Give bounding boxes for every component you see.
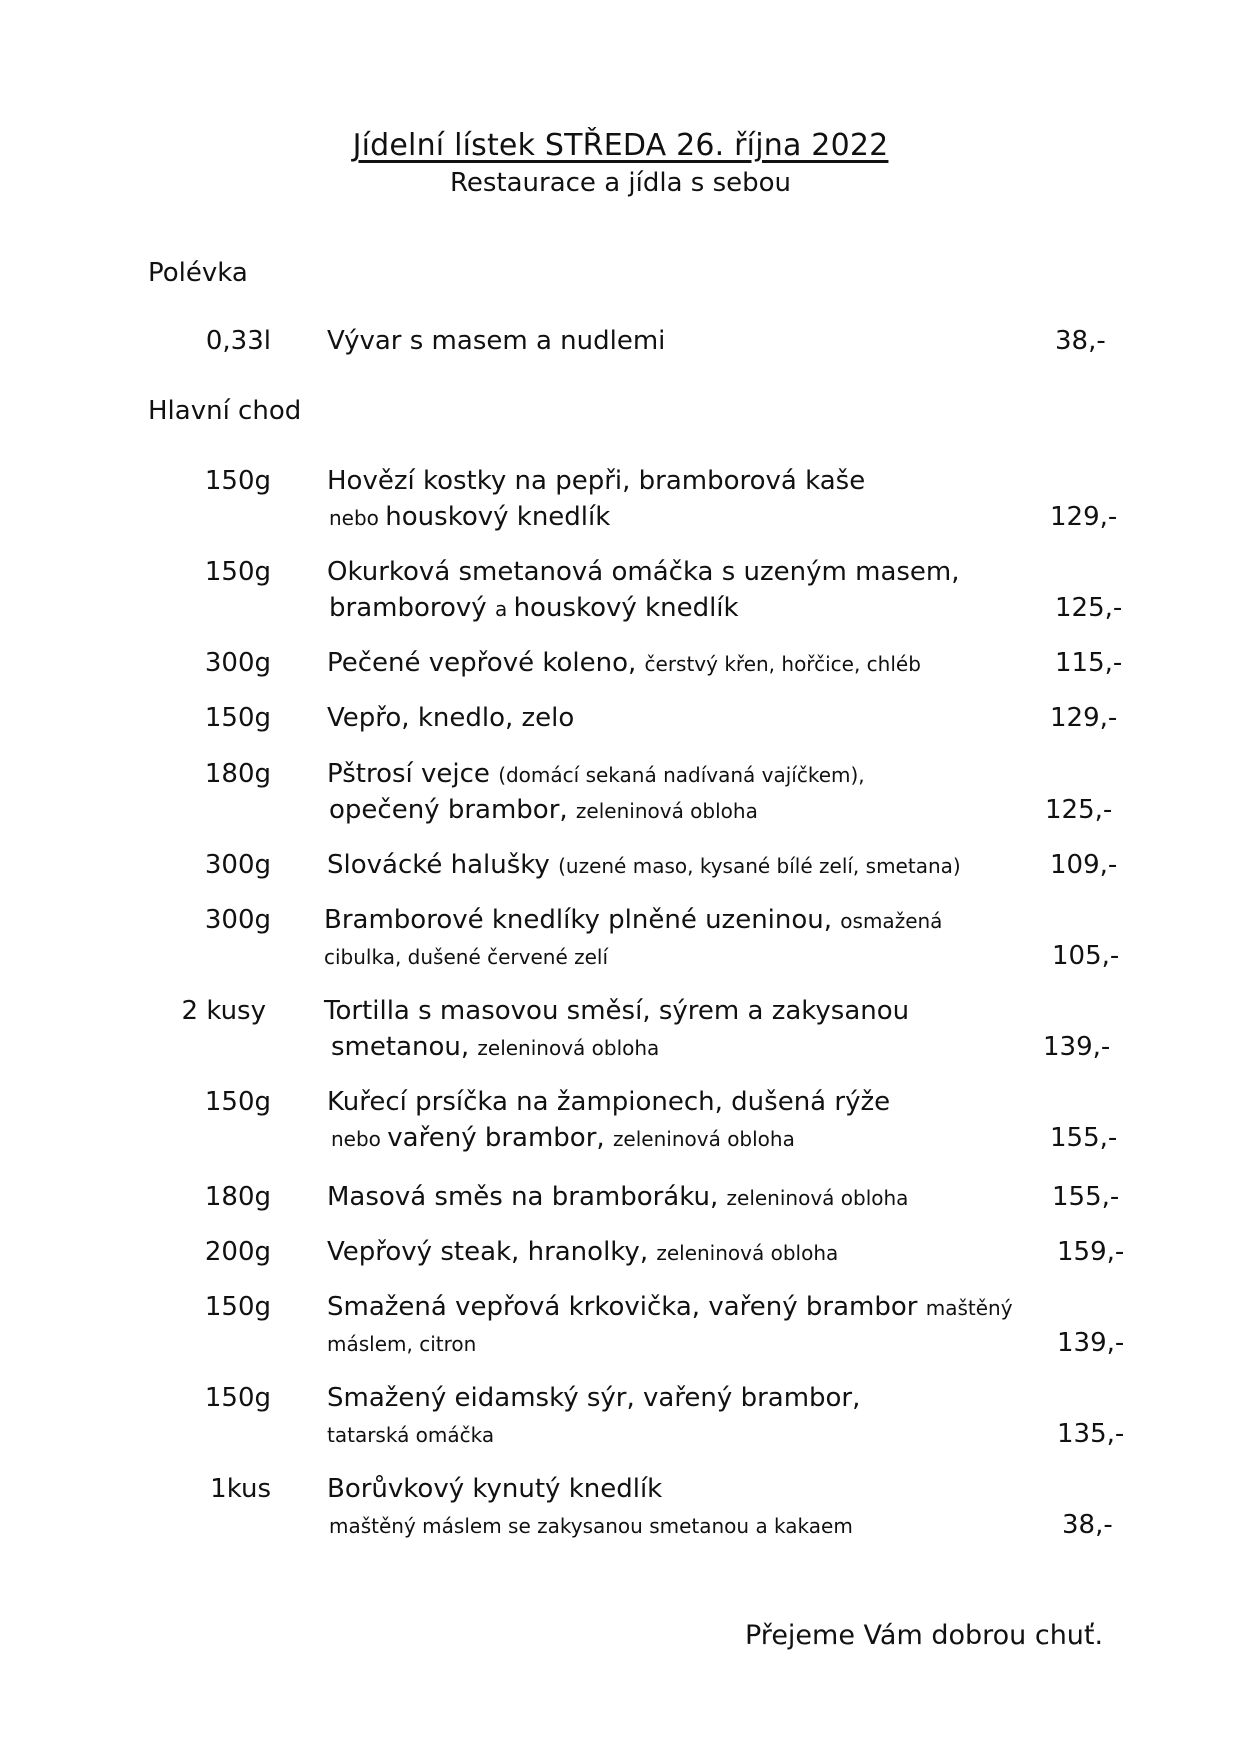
item-note: a [494,597,514,621]
item-qty: 2 kusy [181,996,266,1026]
item-name: Tortilla s masovou směsí, sýrem a zakysanou [324,996,910,1026]
item-line-1 [327,1182,908,1212]
item-side: opečený brambor, [329,795,576,825]
item-qty: 180g [204,759,271,789]
item-qty: 300g [204,648,271,678]
item-line-1 [327,1087,890,1117]
item-line-1 [327,703,574,733]
item-line-2 [327,1328,476,1358]
item-line-2 [331,1123,795,1153]
item-name: Smažená vepřová krkovička, vařený brambor [327,1292,926,1322]
item-price: 139,- [1043,1032,1111,1062]
item-price: 125,- [1045,795,1113,825]
item-line-2 [329,1510,853,1540]
item-name: Pštrosí vejce [327,759,499,789]
item-line-2 [324,941,608,971]
item-qty: 150g [204,1087,271,1117]
item-line-2 [329,593,739,623]
item-name: Vepřový steak, hranolky, [327,1237,657,1267]
item-line-1 [327,557,960,587]
menu-subtitle: Restaurace a jídla s sebou [449,168,792,198]
item-note: cibulka, dušené červené zelí [324,945,609,969]
item-qty: 200g [204,1237,271,1267]
item-note: (domácí sekaná nadívaná vajíčkem), [498,763,865,787]
soup-qty: 0,33l [205,326,271,356]
item-price: 155,- [1050,1123,1118,1153]
item-price: 135,- [1057,1419,1125,1449]
item-line-2 [327,1419,494,1449]
item-note: máslem, citron [327,1332,477,1356]
item-line-1 [324,996,909,1026]
item-note: maštěný máslem se zakysanou smetanou a kakaem [329,1514,853,1538]
item-qty: 150g [204,703,271,733]
item-side-2: houskový knedlík [513,593,739,623]
item-name: Borůvkový kynutý knedlík [327,1474,663,1504]
item-name: Slovácké halušky [327,850,559,880]
item-note: čerstvý křen, hořčice, chléb [644,652,921,676]
item-price: 38,- [1062,1510,1113,1540]
item-line-1 [327,1237,838,1267]
item-line-1 [327,466,865,496]
item-note: (uzené maso, kysané bílé zelí, smetana) [558,854,961,878]
item-note: maštěný [925,1296,1013,1320]
item-line-1 [327,1383,860,1413]
item-note: zeleninová obloha [656,1241,839,1265]
item-line-2 [329,502,610,532]
item-side: smetanou, [331,1032,478,1062]
item-price: 125,- [1055,593,1123,623]
item-price: 109,- [1050,850,1118,880]
item-price: 159,- [1057,1237,1125,1267]
item-note: zeleninová obloha [477,1036,660,1060]
item-price: 129,- [1050,502,1118,532]
item-qty: 300g [204,905,271,935]
item-price: 129,- [1050,703,1118,733]
item-qty: 150g [204,1383,271,1413]
item-name: Masová směs na bramboráku, [327,1182,727,1212]
item-name: Hovězí kostky na pepři, bramborová kaše [327,466,866,496]
item-line-2 [331,1032,659,1062]
item-note: osmažená [840,909,943,933]
item-name: Bramborové knedlíky plněné uzeninou, [324,905,841,935]
item-qty: 150g [204,557,271,587]
item-line-1 [327,759,865,789]
item-name: Okurková smetanová omáčka s uzeným masem, [327,557,960,587]
item-line-1 [327,1292,1013,1322]
section-main: Hlavní chod [148,396,302,426]
item-name: Pečené vepřové koleno, [327,648,645,678]
item-price: 139,- [1057,1328,1125,1358]
item-price: 115,- [1055,648,1123,678]
item-side: vařený brambor, [387,1123,613,1153]
item-price: 105,- [1052,941,1120,971]
menu-title: Jídelní lístek STŘEDA 26. října 2022 [352,128,889,163]
item-line-1 [327,648,921,678]
item-note: tatarská omáčka [327,1423,495,1447]
item-name: Smažený eidamský sýr, vařený brambor, [327,1383,861,1413]
item-qty: 150g [204,1292,271,1322]
item-price: 155,- [1052,1182,1120,1212]
item-note: zeleninová obloha [726,1186,909,1210]
item-note: nebo [331,1127,388,1151]
item-qty: 1kus [210,1474,271,1504]
item-name: Vepřo, knedlo, zelo [327,703,575,733]
item-line-1 [324,905,942,935]
item-qty: 150g [204,466,271,496]
item-note-2: zeleninová obloha [612,1127,795,1151]
item-name: Kuřecí prsíčka na žampionech, dušená rýže [327,1087,891,1117]
section-soup: Polévka [148,258,248,288]
item-side: houskový knedlík [385,502,611,532]
soup-name: Vývar s masem a nudlemi [327,326,666,356]
closing-message: Přejeme Vám dobrou chuť. [745,1620,1104,1651]
item-qty: 180g [204,1182,271,1212]
item-line-1 [327,1474,662,1504]
item-line-2 [329,795,758,825]
item-note: zeleninová obloha [575,799,758,823]
soup-price: 38,- [1055,326,1106,356]
item-side: bramborový [329,593,495,623]
item-qty: 300g [204,850,271,880]
item-line-1 [327,850,961,880]
item-note: nebo [329,506,386,530]
